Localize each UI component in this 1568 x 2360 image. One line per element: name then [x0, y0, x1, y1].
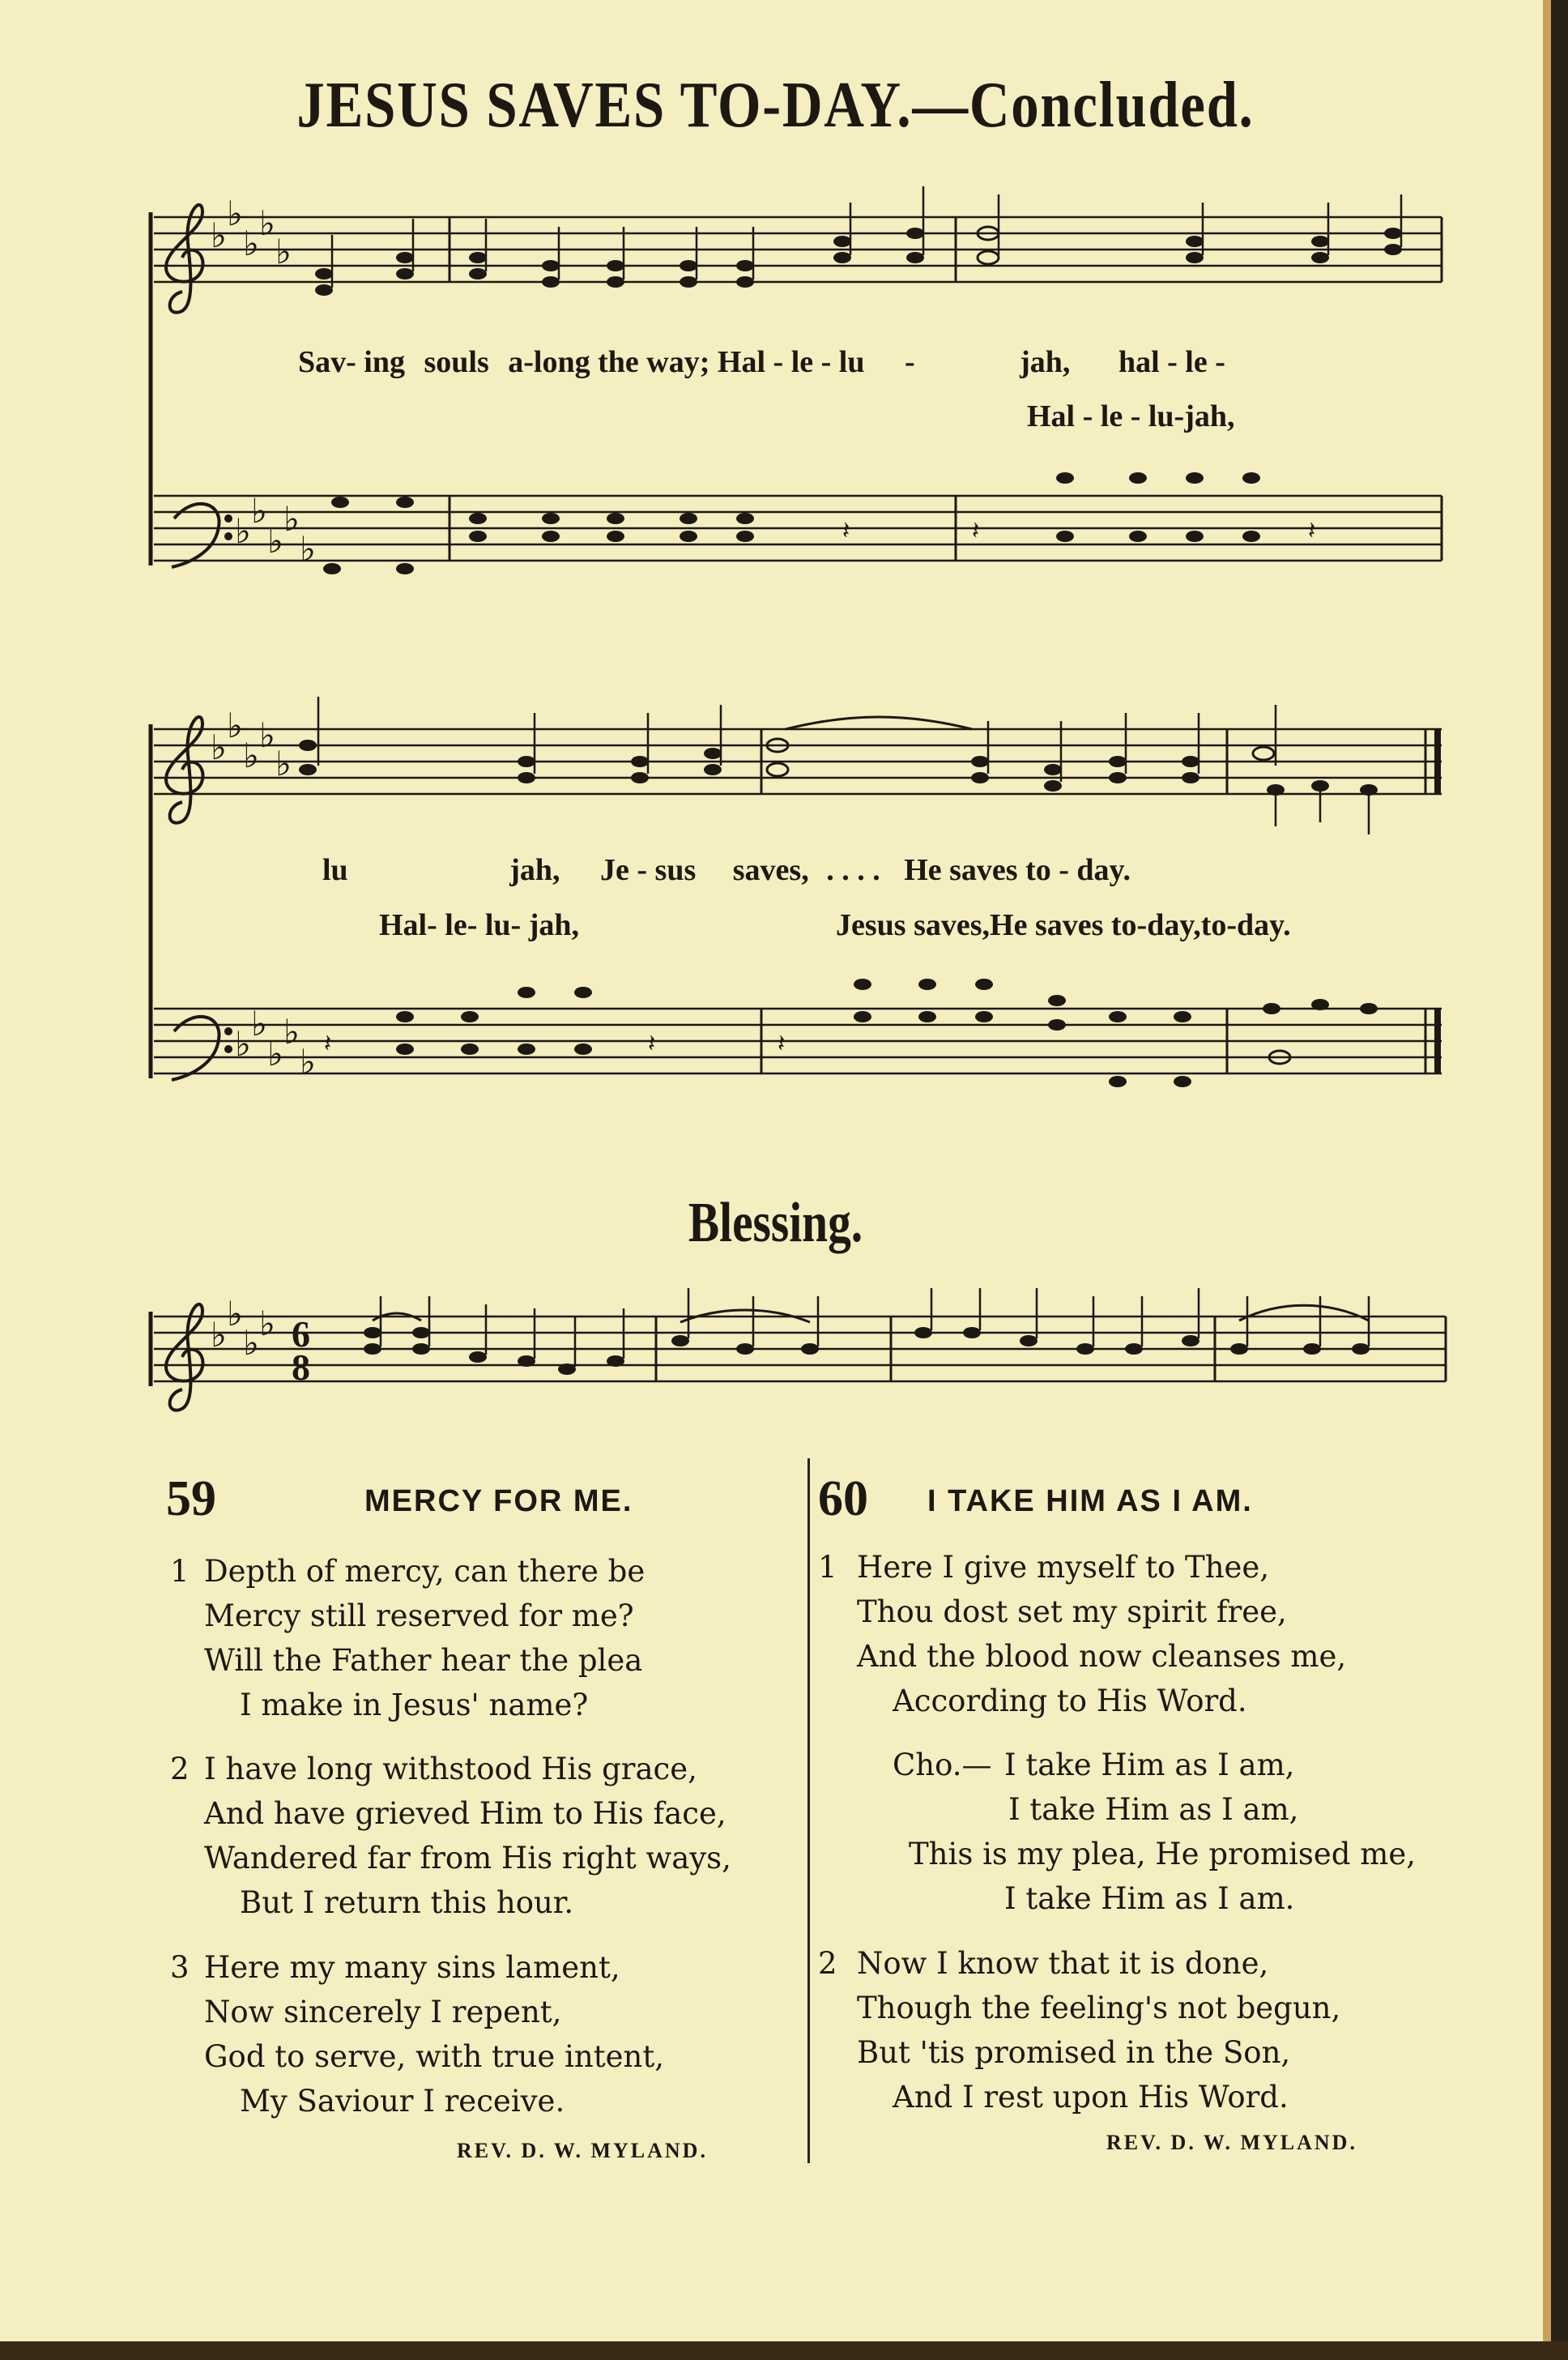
- chorus-line: This is my plea, He promised me,: [909, 1837, 1416, 1871]
- hymn-title-59: MERCY FOR ME.: [364, 1484, 633, 1518]
- noteheads-system1-bass: [323, 472, 1260, 574]
- lyric-word: ing: [364, 345, 405, 379]
- svg-text:♭: ♭: [243, 736, 259, 775]
- lyric-word: saves,: [732, 853, 809, 887]
- noteheads-system1-treble: [315, 228, 1402, 296]
- svg-text:𝄽: 𝄽: [648, 1030, 656, 1058]
- svg-text:♭: ♭: [243, 224, 259, 263]
- lyric-word: Je: [600, 853, 629, 887]
- svg-text:♭: ♭: [275, 744, 292, 783]
- verse-line: Though the feeling's not begun,: [857, 1991, 1341, 2025]
- lyric-line-system2: [322, 852, 1131, 888]
- svg-text:♭: ♭: [227, 1294, 243, 1334]
- svg-text:𝄽: 𝄽: [324, 1030, 332, 1058]
- lyric-word: to: [1025, 853, 1051, 887]
- lyric-word: Sav-: [298, 345, 356, 379]
- svg-text:♭: ♭: [211, 216, 227, 255]
- svg-text:♭: ♭: [259, 203, 275, 243]
- verse-number: 1: [818, 1550, 837, 1585]
- lyric-word: . . . .: [826, 853, 880, 887]
- lyric-word: saves: [949, 853, 1018, 887]
- lyric-line-system1: [298, 344, 1225, 380]
- lyric-alt-system2-b: Jesus saves,He saves to-day,to-day.: [836, 908, 1291, 942]
- lyric-word: hal: [1118, 345, 1160, 379]
- book-edge: [0, 2341, 1568, 2360]
- noteheads-blessing: [364, 1327, 1370, 1375]
- page-title: JESUS SAVES TO-DAY.—Concluded.: [296, 70, 1255, 141]
- verse-line: Thou dost set my spirit free,: [857, 1594, 1287, 1629]
- lyric-alt-system2-a: Hal- le- lu- jah,: [379, 908, 579, 942]
- verse-line: Here my many sins lament,: [204, 1950, 620, 1985]
- lyric-word: -: [1059, 853, 1069, 887]
- verse-line: According to His Word.: [893, 1684, 1247, 1718]
- verse-line: And have grieved Him to His face,: [204, 1796, 726, 1831]
- lyric-word: lu: [838, 345, 865, 379]
- verse-line: God to serve, with true intent,: [204, 2039, 664, 2074]
- verse-number: 2: [170, 1752, 190, 1786]
- svg-text:𝄽: 𝄽: [842, 517, 850, 545]
- verse-line: Here I give myself to Thee,: [857, 1550, 1270, 1585]
- svg-text:𝄽: 𝄽: [972, 517, 980, 545]
- hymn-title-60: I TAKE HIM AS I AM.: [927, 1484, 1253, 1518]
- svg-text:♭: ♭: [243, 1323, 259, 1363]
- svg-text:♭: ♭: [235, 1024, 251, 1064]
- verse-line: Now sincerely I repent,: [204, 1995, 562, 2029]
- verse-number: 2: [818, 1946, 837, 1981]
- svg-text:𝄽: 𝄽: [1308, 517, 1316, 545]
- lyric-word: -: [773, 345, 784, 379]
- noteheads-system2-bass: [396, 979, 1378, 1087]
- svg-text:♭: ♭: [300, 1042, 316, 1082]
- svg-text:♭: ♭: [227, 194, 243, 233]
- verse-line: Wandered far from His right ways,: [204, 1841, 731, 1876]
- svg-text:8: 8: [292, 1346, 310, 1388]
- verse-number: 1: [170, 1554, 190, 1589]
- noteheads-system2-treble: [299, 740, 1378, 796]
- lyric-word: -: [1215, 345, 1225, 379]
- svg-text:♭: ♭: [300, 529, 316, 569]
- lyric-word: lu: [322, 853, 348, 887]
- lyric-word: souls: [424, 345, 489, 379]
- verse-line: I make in Jesus' name?: [240, 1688, 589, 1722]
- svg-text:♭: ♭: [227, 706, 243, 745]
- svg-text:♭: ♭: [251, 1004, 267, 1043]
- hymn-author-60: REV. D. W. MYLAND.: [1106, 2131, 1357, 2154]
- lyric-word: -: [637, 853, 648, 887]
- verse-line: Now I know that it is done,: [857, 1946, 1269, 1981]
- lyric-word: the: [598, 345, 639, 379]
- lyric-word: jah,: [509, 853, 560, 887]
- svg-text:♭: ♭: [267, 521, 283, 561]
- column-divider: [807, 1458, 810, 2163]
- lyric-word: le: [790, 345, 814, 379]
- verse-line: But 'tis promised in the Son,: [857, 2035, 1291, 2070]
- svg-text:♭: ♭: [211, 728, 227, 767]
- verse-line: My Saviour I receive.: [240, 2084, 565, 2119]
- svg-text:♭: ♭: [251, 491, 267, 531]
- lyric-word: day.: [1076, 853, 1131, 887]
- chorus-line: I take Him as I am,: [1008, 1792, 1299, 1827]
- svg-text:♭: ♭: [275, 232, 292, 271]
- lyric-word: a-long: [508, 345, 590, 379]
- hymn-author-59: REV. D. W. MYLAND.: [457, 2139, 708, 2162]
- lyric-word: -: [1167, 345, 1178, 379]
- chorus-label: Cho.—: [893, 1748, 992, 1782]
- verse-line: Mercy still reserved for me?: [204, 1598, 634, 1633]
- svg-text:♭: ♭: [259, 1304, 275, 1343]
- section-title-blessing: Blessing.: [688, 1192, 863, 1254]
- verse-line: I have long withstood His grace,: [204, 1752, 697, 1786]
- lyric-word: -: [820, 345, 832, 379]
- verse-line: And I rest upon His Word.: [893, 2080, 1289, 2115]
- verse-line: And the blood now cleanses me,: [857, 1639, 1347, 1674]
- lyric-word: jah,: [1020, 345, 1071, 379]
- lyric-alt-system1: Hal - le - lu-jah,: [1027, 399, 1235, 433]
- svg-text:𝄽: 𝄽: [778, 1030, 786, 1058]
- lyric-word: way;: [646, 345, 710, 379]
- svg-text:♭: ♭: [259, 715, 275, 755]
- verse-line: Will the Father hear the plea: [204, 1643, 643, 1678]
- svg-text:♭: ♭: [267, 1034, 283, 1073]
- lyric-word: le: [1185, 345, 1208, 379]
- svg-text:♭: ♭: [283, 1012, 300, 1052]
- chorus-line: I take Him as I am,: [1004, 1748, 1295, 1782]
- svg-text:6: 6: [292, 1313, 310, 1355]
- lyric-word: sus: [654, 853, 697, 887]
- verse-number: 3: [170, 1950, 190, 1985]
- lyric-word: He: [904, 853, 942, 887]
- hymn-number-60: 60: [818, 1471, 868, 1526]
- svg-text:♭: ♭: [283, 499, 300, 539]
- verse-line: Depth of mercy, can there be: [204, 1554, 646, 1589]
- svg-text:♭: ♭: [211, 1315, 227, 1355]
- chorus-line: I take Him as I am.: [1004, 1881, 1295, 1916]
- lyric-word: Hal: [717, 345, 766, 379]
- lyric-word: -: [904, 345, 915, 379]
- verse-line: But I return this hour.: [240, 1885, 574, 1920]
- svg-text:♭: ♭: [235, 511, 251, 551]
- hymn-number-59: 59: [166, 1471, 216, 1526]
